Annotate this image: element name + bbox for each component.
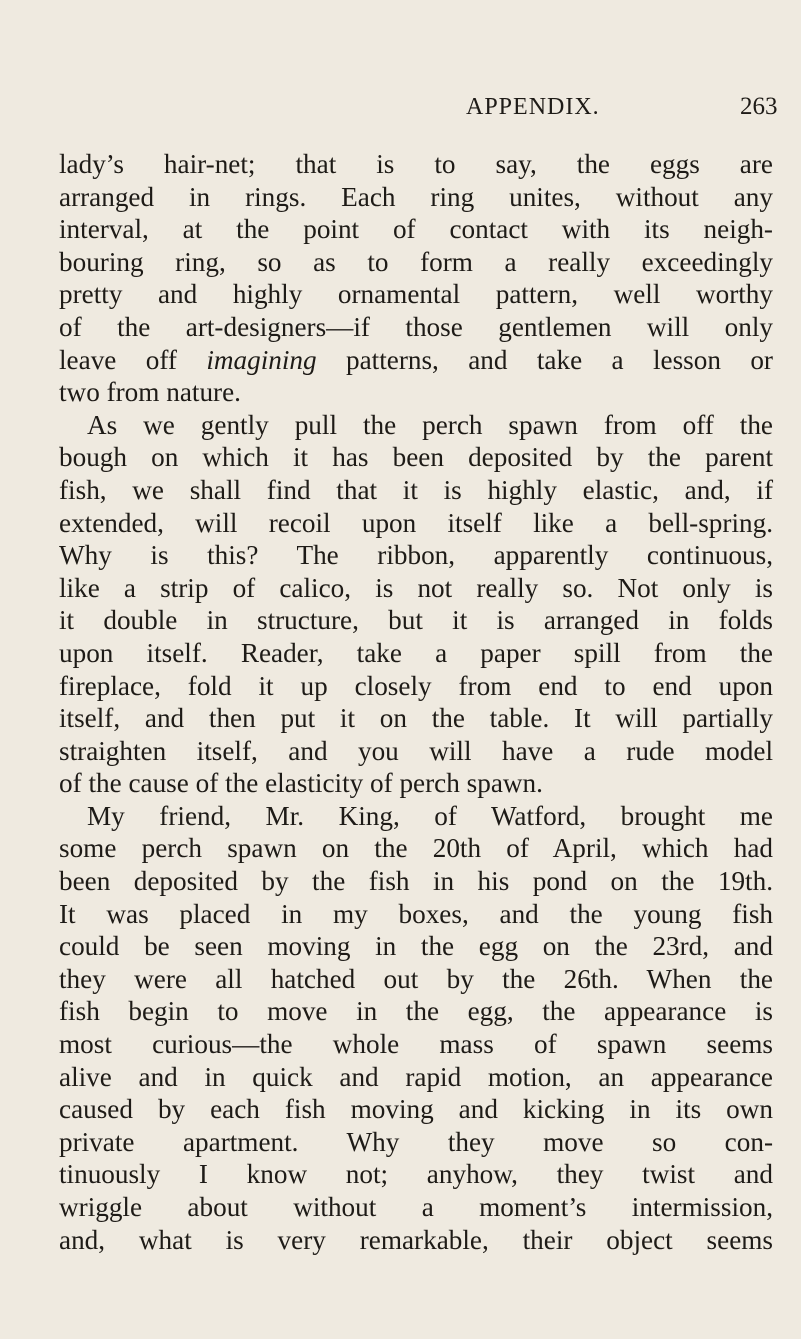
text-line-content: fish, we shall find that it is highly elastic, and, if xyxy=(59,474,773,505)
text-line-content: tinuously I know not; anyhow, they twist and xyxy=(59,1159,773,1190)
text-line xyxy=(59,1028,773,1061)
text-line-content: most curious—the whole mass of spawn seems xyxy=(59,1029,773,1060)
text-line-content: fireplace, fold it up closely from end to end upon xyxy=(59,670,773,701)
body-text xyxy=(59,148,773,1256)
text-line xyxy=(59,376,773,409)
text-line xyxy=(59,441,773,474)
text-line-content: been deposited by the fish in his pond on the 19th. xyxy=(59,866,773,897)
text-line-content: upon itself. Reader, take a paper spill from the xyxy=(59,637,773,668)
text-line-content: of the art-designers—if those gentlemen will only xyxy=(59,311,773,342)
text-line xyxy=(59,278,773,311)
text-line-content: extended, will recoil upon itself like a bell-spring. xyxy=(59,507,773,538)
text-line-content: wriggle about without a moment’s intermission, xyxy=(59,1192,773,1222)
text-line xyxy=(59,213,773,246)
text-line xyxy=(59,930,773,963)
text-line xyxy=(59,572,773,605)
text-line-content: like a strip of calico, is not really so. Not only is xyxy=(59,572,773,603)
text-line xyxy=(59,800,773,833)
text-line xyxy=(59,539,773,572)
text-line xyxy=(59,1224,773,1257)
text-line-content: could be seen moving in the egg on the 23rd, and xyxy=(59,931,773,962)
text-line xyxy=(59,1126,773,1159)
text-line-content: bouring ring, so as to form a really exceedingly xyxy=(59,246,773,277)
text-line xyxy=(59,409,773,442)
text-line-content: Why is this? The ribbon, apparently continuous, xyxy=(59,540,773,571)
text-line xyxy=(59,1093,773,1126)
text-line-content: of the cause of the elasticity of perch spawn. xyxy=(59,768,543,799)
text-line xyxy=(59,344,773,377)
running-head xyxy=(466,92,778,128)
italic-word: imagining xyxy=(206,344,317,375)
page-number: 263 xyxy=(740,93,778,120)
text-line-content: caused by each fish moving and kicking in its own xyxy=(59,1094,773,1125)
text-line-content: fish begin to move in the egg, the appearance is xyxy=(59,996,773,1027)
text-line-content: It was placed in my boxes, and the young fish xyxy=(59,898,773,929)
text-line-content: alive and in quick and rapid motion, an appearance xyxy=(59,1061,773,1092)
running-head-title: APPENDIX. xyxy=(466,94,600,120)
text-line xyxy=(59,181,773,214)
text-line xyxy=(59,898,773,931)
text-line xyxy=(59,702,773,735)
text-line xyxy=(59,604,773,637)
text-line xyxy=(59,1061,773,1094)
text-line xyxy=(59,670,773,703)
text-line-content: it double in structure, but it is arranged in folds xyxy=(59,605,773,636)
text-line xyxy=(59,767,773,800)
text-line xyxy=(59,474,773,507)
text-line-content: lady’s hair-net; that is to say, the eggs are xyxy=(59,149,773,179)
text-line xyxy=(59,148,773,181)
text-line-content: they were all hatched out by the 26th. When the xyxy=(59,963,773,994)
text-line xyxy=(59,963,773,996)
text-line-content: As we gently pull the perch spawn from off the xyxy=(87,409,773,440)
text-line-content: two from nature. xyxy=(59,377,241,408)
text-line xyxy=(59,637,773,670)
text-line-part: patterns, and take a lesson or xyxy=(316,344,773,375)
text-line xyxy=(59,1191,773,1224)
text-line-part: leave off xyxy=(59,344,207,375)
text-line xyxy=(59,832,773,865)
text-line-content: straighten itself, and you will have a rude model xyxy=(59,735,773,766)
text-line xyxy=(59,507,773,540)
text-line-content: and, what is very remarkable, their object seems xyxy=(59,1224,773,1255)
text-line-content: bough on which it has been deposited by the parent xyxy=(59,442,773,473)
text-line xyxy=(59,246,773,279)
text-line-content: itself, and then put it on the table. It will partially xyxy=(59,703,773,734)
text-line xyxy=(59,1158,773,1191)
text-line-content: arranged in rings. Each ring unites, without any xyxy=(59,181,773,212)
text-line-content: interval, at the point of contact with its neigh- xyxy=(59,214,773,245)
text-line-content: pretty and highly ornamental pattern, well worthy xyxy=(59,279,773,310)
text-line-content: My friend, Mr. King, of Watford, brought me xyxy=(87,800,773,831)
text-line xyxy=(59,735,773,768)
text-line xyxy=(59,311,773,344)
text-line xyxy=(59,995,773,1028)
text-line xyxy=(59,865,773,898)
text-line-content: private apartment. Why they move so con- xyxy=(59,1126,773,1157)
text-line-content: some perch spawn on the 20th of April, which had xyxy=(59,833,773,864)
